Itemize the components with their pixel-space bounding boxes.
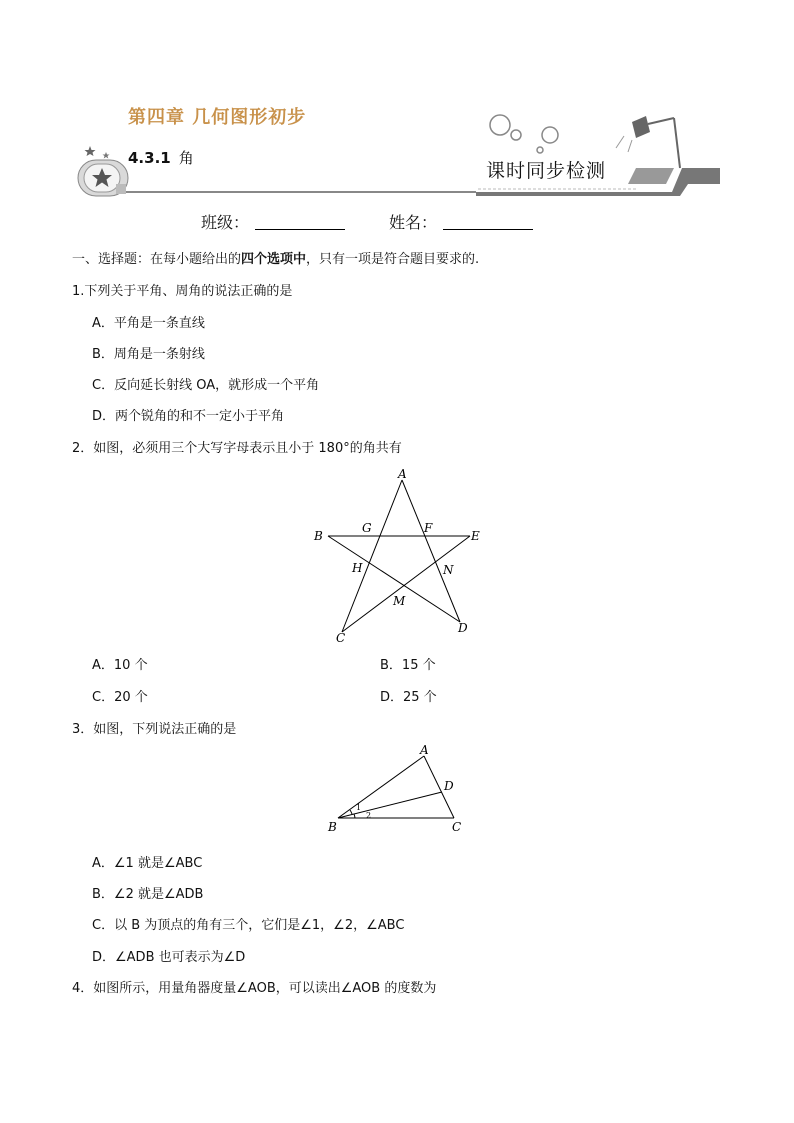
- question-3-stem: 3．如图，下列说法正确的是: [72, 722, 237, 737]
- label-c: C: [336, 631, 346, 645]
- label-h: H: [352, 561, 363, 575]
- question-1-stem: 1.下列关于平角、周角的说法正确的是: [72, 284, 293, 299]
- question-2-option-b: B．15 个: [380, 658, 436, 673]
- bubble-icon: [490, 115, 510, 135]
- desk-lamp-icon: [616, 116, 680, 168]
- section-title: [128, 147, 194, 168]
- bubble-icon: [511, 130, 521, 140]
- question-3-option-a: A．∠1 就是∠ABC: [92, 856, 203, 871]
- name-label: 姓名：: [389, 213, 438, 232]
- segment-bd: [338, 792, 442, 818]
- question-3-option-b: B．∠2 就是∠ADB: [92, 887, 204, 902]
- label-b: B: [314, 529, 323, 543]
- question-3-option-c: C．以 B 为顶点的角有三个，它们是∠1，∠2，∠ABC: [92, 918, 405, 933]
- label-c: C: [452, 820, 462, 834]
- question-1-option-a: A．平角是一条直线: [92, 316, 205, 331]
- question-1-option-d: D．两个锐角的和不一定小于平角: [92, 409, 285, 424]
- banner-label: 课时同步检测: [486, 160, 607, 182]
- question-2-option-a: A．10 个: [92, 658, 148, 673]
- class-label: 班级：: [201, 213, 250, 232]
- segment-ad: [402, 480, 460, 622]
- student-info-row: [201, 210, 533, 233]
- name-blank[interactable]: [443, 215, 533, 230]
- label-a: A: [420, 743, 429, 757]
- question-3-option-d: D．∠ADB 也可表示为∠D: [92, 950, 246, 965]
- label-d: D: [444, 779, 454, 793]
- section-number: 4.3.1: [128, 149, 171, 167]
- label-angle-2: 2: [366, 811, 372, 820]
- label-n: N: [443, 563, 454, 577]
- label-a: A: [398, 467, 407, 481]
- star-figure: [300, 462, 500, 647]
- chapter-title: 第四章 几何图形初步: [128, 107, 307, 128]
- label-g: G: [362, 521, 372, 535]
- question-2-stem: 2．如图，必须用三个大写字母表示且小于 180°的角共有: [72, 441, 402, 456]
- question-2-option-d: D．25 个: [380, 690, 437, 705]
- label-e: E: [471, 529, 480, 543]
- bubble-icon: [542, 127, 558, 143]
- segment-ba: [338, 756, 424, 818]
- label-angle-1: 1: [356, 803, 362, 812]
- class-blank[interactable]: [255, 215, 345, 230]
- question-2-option-c: C．20 个: [92, 690, 148, 705]
- label-d: D: [458, 621, 468, 635]
- label-b: B: [328, 820, 337, 834]
- label-m: M: [393, 594, 406, 608]
- triangle-figure: [320, 738, 480, 838]
- question-4-stem: 4．如图所示，用量角器度量∠AOB，可以读出∠AOB 的度数为: [72, 981, 437, 996]
- bubble-icon: [537, 147, 543, 153]
- segment-bd: [328, 536, 460, 622]
- label-f: F: [424, 521, 433, 535]
- section-heading: 一、选择题：在每小题给出的四个选项中，只有一项是符合题目要求的.: [72, 252, 480, 267]
- question-1-option-b: B．周角是一条射线: [92, 347, 205, 362]
- question-1-option-c: C．反向延长射线 OA，就形成一个平角: [92, 378, 320, 393]
- section-name: 角: [178, 149, 194, 167]
